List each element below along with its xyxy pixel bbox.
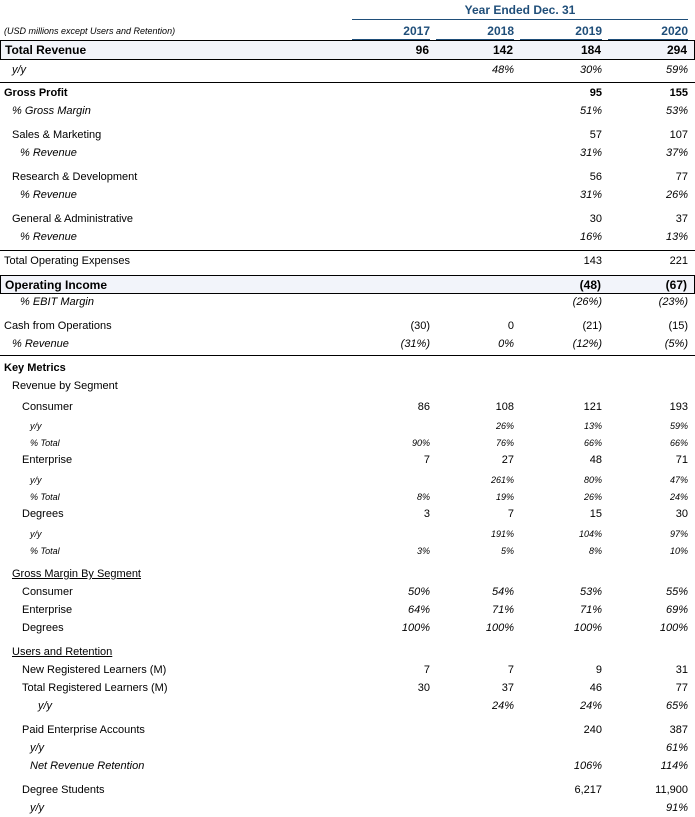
value-2019: 56 (589, 171, 602, 183)
row-label: Users and Retention (12, 646, 113, 658)
value-2019: (48) (579, 277, 601, 292)
row-label: Consumer (22, 401, 73, 413)
sales-marketing-pct-row (0, 144, 695, 162)
gm-consumer-row (0, 583, 695, 601)
value-2019: 240 (583, 724, 602, 736)
value-2020: 55% (665, 586, 688, 598)
gross-margin-segment-heading (0, 565, 695, 583)
value-2017: 30 (417, 682, 430, 694)
row-label: y/y (30, 528, 42, 539)
value-2020: 59% (669, 420, 688, 431)
value-2017: 3 (423, 508, 430, 520)
value-2017: 90% (411, 437, 430, 448)
row-label: Gross Profit (4, 87, 68, 99)
value-2018: 191% (490, 528, 514, 539)
value-2019: 9 (595, 664, 602, 676)
row-label: Total Revenue (5, 43, 87, 57)
segment-enterprise-row (0, 451, 695, 469)
value-2020: 53% (665, 105, 688, 117)
value-2017: 8% (416, 491, 430, 502)
row-label: Enterprise (22, 604, 73, 616)
value-2020: 387 (669, 724, 688, 736)
value-2019: 13% (583, 420, 602, 431)
value-2019: 184 (580, 43, 601, 57)
value-2019: 106% (573, 760, 602, 772)
value-2019: 15 (589, 508, 602, 520)
value-2018: 54% (491, 586, 514, 598)
sales-marketing-row (0, 126, 695, 144)
total-learners-row (0, 679, 695, 697)
value-2019: 31% (579, 147, 602, 159)
row-label: % Total (30, 437, 60, 448)
value-2020: 13% (665, 231, 688, 243)
year-header-2019: 2019 (520, 24, 602, 40)
general-admin-row (0, 210, 695, 228)
value-2019: 24% (579, 700, 602, 712)
row-label: Degree Students (22, 784, 105, 796)
row-label: y/y (12, 64, 27, 76)
row-label: y/y (30, 742, 45, 754)
value-2018: 48% (491, 64, 514, 76)
row-label: Consumer (22, 586, 73, 598)
value-2020: 91% (665, 802, 688, 814)
general-admin-pct-row (0, 228, 695, 246)
row-label: % Revenue (12, 338, 69, 350)
value-2020: 221 (669, 255, 688, 267)
value-2020: 107 (669, 129, 688, 141)
gross-profit-row (0, 84, 695, 102)
value-2020: 61% (665, 742, 688, 754)
value-2020: 71 (675, 454, 688, 466)
paid-enterprise-row (0, 721, 695, 739)
total-opex-row (0, 252, 695, 270)
operating-income-row (0, 275, 695, 294)
row-label: y/y (30, 474, 42, 485)
value-2019: 80% (583, 474, 602, 485)
value-2019: (26%) (572, 296, 602, 308)
value-2020: 69% (665, 604, 688, 616)
row-label: Degrees (22, 508, 64, 520)
row-label: Research & Development (12, 171, 138, 183)
value-2019: 71% (579, 604, 602, 616)
gross-margin-row (0, 102, 695, 120)
total-learners-yy-row (0, 697, 695, 715)
value-2018: 37 (501, 682, 514, 694)
value-2017: 100% (401, 622, 430, 634)
value-2017: 3% (416, 545, 430, 556)
value-2020: (23%) (658, 296, 688, 308)
gm-enterprise-row (0, 601, 695, 619)
year-header-2020: 2020 (608, 24, 688, 40)
value-2019: 31% (579, 189, 602, 201)
total-revenue-yy-row (0, 60, 695, 80)
value-2017: 86 (417, 401, 430, 413)
row-label: Total Registered Learners (M) (22, 682, 168, 694)
value-2020: 65% (665, 700, 688, 712)
value-2018: 71% (491, 604, 514, 616)
value-2020: (5%) (664, 338, 688, 350)
row-label: Net Revenue Retention (30, 760, 145, 772)
value-2020: 24% (669, 491, 688, 502)
year-header-2018: 2018 (436, 24, 514, 40)
ebit-margin-row (0, 294, 695, 310)
value-2019: 8% (588, 545, 602, 556)
value-2017: 50% (407, 586, 430, 598)
value-2019: (12%) (572, 338, 602, 350)
value-2019: 95 (589, 87, 602, 99)
cash-ops-pct-row (0, 335, 695, 353)
year-group-title: Year Ended Dec. 31 (352, 3, 688, 20)
value-2019: 57 (589, 129, 602, 141)
value-2018: 7 (507, 508, 514, 520)
value-2020: 37% (665, 147, 688, 159)
gm-degrees-row (0, 619, 695, 637)
value-2020: 30 (675, 508, 688, 520)
key-metrics-heading (0, 359, 695, 377)
paid-enterprise-yy-row (0, 739, 695, 757)
total-revenue-row (0, 40, 695, 60)
value-2019: 26% (583, 491, 602, 502)
value-2020: 59% (665, 64, 688, 76)
degree-students-row (0, 781, 695, 799)
divider-key-metrics (0, 355, 695, 356)
value-2017: 96 (415, 43, 429, 57)
row-label: Key Metrics (4, 362, 66, 374)
segment-enterprise-total-row (0, 488, 695, 505)
value-2017: (31%) (400, 338, 430, 350)
value-2018: 261% (490, 474, 514, 485)
research-development-row (0, 168, 695, 186)
value-2020: 155 (669, 87, 688, 99)
value-2020: 77 (675, 682, 688, 694)
row-label: Degrees (22, 622, 64, 634)
value-2020: 294 (666, 43, 687, 57)
row-label: % Revenue (20, 189, 77, 201)
value-2018: 7 (507, 664, 514, 676)
value-2018: 5% (500, 545, 514, 556)
row-label: Total Operating Expenses (4, 255, 130, 267)
value-2017: 7 (423, 454, 430, 466)
segment-degrees-row (0, 505, 695, 523)
value-2020: 26% (665, 189, 688, 201)
value-2017: 64% (407, 604, 430, 616)
value-2018: 27 (501, 454, 514, 466)
row-label: % EBIT Margin (20, 296, 94, 308)
research-development-pct-row (0, 186, 695, 204)
revenue-by-segment-heading (0, 377, 695, 395)
row-label: Revenue by Segment (12, 380, 118, 392)
segment-consumer-row (0, 398, 695, 416)
value-2020: (15) (668, 320, 688, 332)
row-label: General & Administrative (12, 213, 134, 225)
row-label: % Revenue (20, 147, 77, 159)
segment-consumer-yy-row (0, 417, 695, 434)
value-2018: 100% (485, 622, 514, 634)
value-2019: 16% (579, 231, 602, 243)
row-label: Paid Enterprise Accounts (22, 724, 145, 736)
value-2020: (67) (665, 277, 687, 292)
value-2018: 0% (498, 338, 514, 350)
value-2019: 30% (579, 64, 602, 76)
row-label: Enterprise (22, 454, 73, 466)
row-label: % Total (30, 491, 60, 502)
net-revenue-retention-row (0, 757, 695, 775)
value-2019: 66% (583, 437, 602, 448)
row-label: y/y (38, 700, 53, 712)
row-label: Gross Margin By Segment (12, 568, 141, 580)
value-2018: 26% (495, 420, 514, 431)
value-2019: 53% (579, 586, 602, 598)
value-2020: 100% (659, 622, 688, 634)
divider-opex (0, 250, 695, 251)
row-label: % Revenue (20, 231, 77, 243)
value-2019: 46 (589, 682, 602, 694)
value-2020: 37 (675, 213, 688, 225)
value-2019: 143 (583, 255, 602, 267)
value-2020: 97% (669, 528, 688, 539)
value-2017: 7 (423, 664, 430, 676)
value-2018: 76% (495, 437, 514, 448)
row-label: Sales & Marketing (12, 129, 102, 141)
value-2020: 11,900 (655, 784, 688, 796)
value-2020: 193 (669, 401, 688, 413)
value-2020: 114% (660, 760, 688, 772)
segment-consumer-total-row (0, 434, 695, 451)
new-learners-row (0, 661, 695, 679)
value-2018: 108 (495, 401, 514, 413)
segment-enterprise-yy-row (0, 471, 695, 488)
segment-degrees-total-row (0, 542, 695, 559)
value-2020: 77 (675, 171, 688, 183)
year-header-2017: 2017 (352, 24, 430, 40)
degree-students-yy-row (0, 799, 695, 817)
row-label: Cash from Operations (4, 320, 112, 332)
value-2019: 6,217 (574, 784, 602, 796)
row-label: y/y (30, 420, 42, 431)
value-2020: 66% (669, 437, 688, 448)
cash-ops-row (0, 317, 695, 335)
value-2020: 31 (675, 664, 688, 676)
value-2019: 48 (589, 454, 602, 466)
value-2019: 100% (573, 622, 602, 634)
value-2019: 30 (589, 213, 602, 225)
row-label: % Total (30, 545, 60, 556)
value-2017: (30) (410, 320, 430, 332)
value-2019: (21) (582, 320, 602, 332)
row-label: % Gross Margin (12, 105, 91, 117)
value-2018: 19% (495, 491, 514, 502)
value-2019: 121 (583, 401, 602, 413)
value-2020: 47% (669, 474, 688, 485)
units-note: (USD millions except Users and Retention) (4, 26, 176, 36)
segment-degrees-yy-row (0, 525, 695, 542)
value-2019: 104% (578, 528, 602, 539)
row-label: New Registered Learners (M) (22, 664, 167, 676)
value-2018: 24% (491, 700, 514, 712)
row-label: y/y (30, 802, 45, 814)
row-label: Operating Income (5, 277, 108, 292)
value-2019: 51% (579, 105, 602, 117)
value-2018: 0 (507, 320, 514, 332)
users-retention-heading (0, 643, 695, 661)
value-2020: 10% (669, 545, 688, 556)
divider-gross-profit (0, 82, 695, 83)
value-2018: 142 (492, 43, 513, 57)
